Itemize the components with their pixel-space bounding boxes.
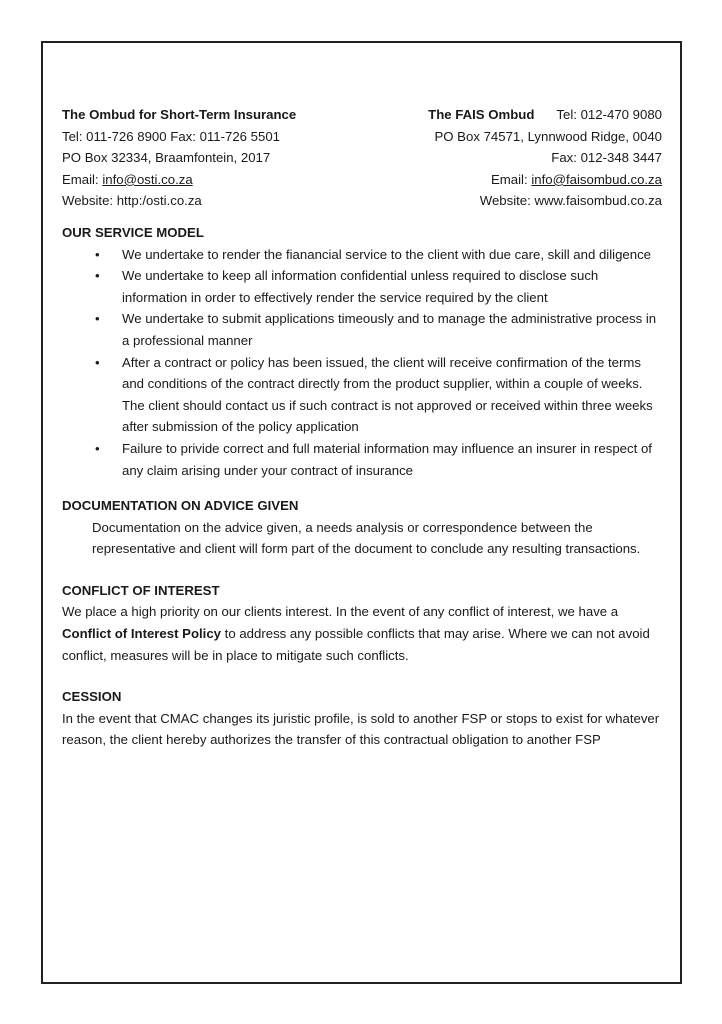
conflict-body-start: We place a high priority on our clients interest. In the event of any conflict of interest, we have a xyxy=(62,604,619,620)
osti-contact-block xyxy=(62,104,296,212)
list-item-text: Failure to privide correct and full material information may influence an insurer in respect of any claim arising under your contract of insurance xyxy=(122,440,652,478)
service-model-list xyxy=(62,244,662,482)
fais-email-link[interactable]: info@faisombud.co.za xyxy=(531,171,662,187)
bullet-icon: • xyxy=(95,268,100,284)
fais-contact-block xyxy=(428,104,662,212)
fais-email-label: Email: xyxy=(491,171,532,187)
osti-email-line xyxy=(62,169,296,191)
fais-fax: Fax: 012-348 3447 xyxy=(551,150,662,166)
osti-website: Website: http:/osti.co.za xyxy=(62,193,202,209)
bullet-icon: • xyxy=(95,311,100,327)
cession-heading: CESSION xyxy=(62,689,122,705)
bullet-icon: • xyxy=(95,354,100,370)
documentation-body: Documentation on the advice given, a needs analysis or correspondence between the representative and client will form part of the document to conclude any resulting transactions. xyxy=(92,519,641,557)
fais-address: PO Box 74571, Lynnwood Ridge, 0040 xyxy=(434,128,662,144)
list-item-text: We undertake to render the fianancial service to the client with due care, skill and diligence xyxy=(122,246,652,262)
list-item xyxy=(62,308,662,351)
service-model-heading: OUR SERVICE MODEL xyxy=(62,224,204,240)
list-item xyxy=(62,244,662,266)
osti-address: PO Box 32334, Braamfontein, 2017 xyxy=(62,150,271,166)
osti-title: The Ombud for Short-Term Insurance xyxy=(62,107,297,122)
ombud-contacts xyxy=(62,104,662,212)
cession-body: In the event that CMAC changes its juristic profile, is sold to another FSP or stops to exist for whatever reason, the client hereby authorizes the transfer of this contractual obligation to another FSP xyxy=(62,710,660,748)
osti-tel-fax: Tel: 011-726 8900 Fax: 011-726 5501 xyxy=(62,128,280,144)
list-item xyxy=(62,438,662,481)
fais-email-line xyxy=(428,169,662,191)
documentation-heading: DOCUMENTATION ON ADVICE GIVEN xyxy=(62,498,299,514)
conflict-body-end: to address any possible conflicts that may arise. Where we can not avoid conflict, measures will be in place to mitigate such conflicts. xyxy=(62,626,650,663)
fais-title: The FAIS Ombud xyxy=(428,107,535,122)
conflict-policy-name: Conflict of Interest Policy xyxy=(62,626,222,642)
list-item-text: We undertake to keep all information confidential unless required to disclose such information in order to effectively render the service required by the client xyxy=(122,268,599,305)
osti-email-label: Email: xyxy=(62,171,103,187)
conflict-body xyxy=(62,601,662,666)
list-item xyxy=(62,265,662,308)
fais-tel: Tel: 012-470 9080 xyxy=(556,107,662,122)
fais-website: Website: www.faisombud.co.za xyxy=(479,193,662,209)
fais-title-line xyxy=(428,104,662,126)
bullet-icon: • xyxy=(95,440,100,456)
list-item-text: After a contract or policy has been issued, the client will receive confirmation of the terms and conditions of the contract directly from the product supplier, within a couple of weeks. The client should contact us if such contract is not approved or received within three weeks after submission of the policy application xyxy=(122,354,653,435)
list-item-text: We undertake to submit applications timeously and to manage the administrative process in a professional manner xyxy=(122,311,657,348)
list-item xyxy=(62,352,662,438)
osti-email-link[interactable]: info@osti.co.za xyxy=(102,171,193,187)
document-body xyxy=(62,104,662,751)
bullet-icon: • xyxy=(95,246,100,262)
conflict-heading: CONFLICT OF INTEREST xyxy=(62,582,220,598)
